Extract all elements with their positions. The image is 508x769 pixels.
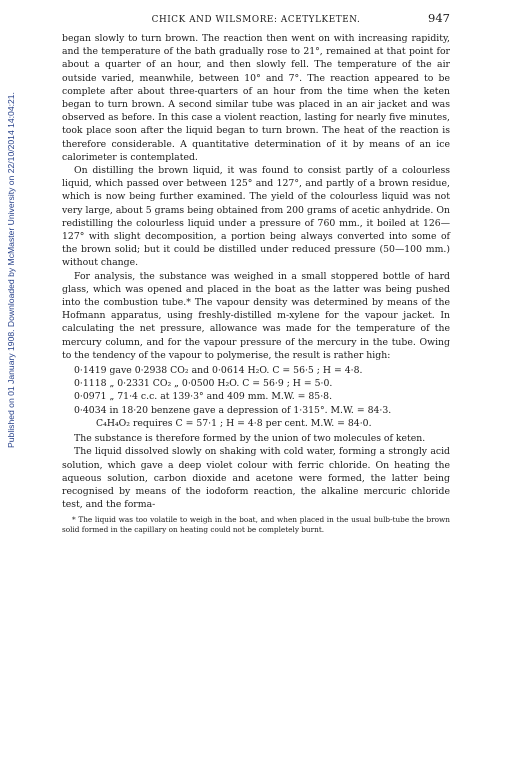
running-title: CHICK AND WILSMORE: ACETYLKETEN. (151, 15, 361, 25)
paragraph-analysis: For analysis, the substance was weighed in a small stoppered bottle of hard glass, which was opened and placed in the boat as the latter was being pushed into the combustion tube.* The vapour density was determined by means of the Hofmann apparatus, using freshly-distilled m-xylene for the vapour jacket. In calculating the net pressure, allowance was made for the temperature of the mercury column, and for the vapour pressure of the mercury in the tube. Owing to the tendency of the vapour to polymerise, the result is rather high: (62, 270, 450, 361)
paragraph-hydrolysis: The liquid dissolved slowly on shaking with cold water, forming a strongly acid solution, which gave a deep violet colour with ferric chloride. On heating the aqueous solution, carbon dioxide and acetone were formed, the latter being recognised by means of the iodoform reaction, the alkaline mercuric chloride test, and the forma- (62, 446, 450, 511)
footnote: * The liquid was too volatile to weigh in the boat, and when placed in the usual bulb-tube the brown solid formed in the capillary on heating could not be completely burnt. (62, 515, 450, 534)
journal-page (62, 11, 450, 534)
calculated-formula: C₄H₄O₂ requires C = 57·1 ; H = 4·8 per cent. M.W. = 84·0. (96, 417, 372, 429)
result-line: 0·1118 „ 0·2331 CO₂ „ 0·0500 H₂O. C = 56·9 ; H = 5·0. (74, 378, 333, 390)
paragraph-distillation: On distilling the brown liquid, it was found to consist partly of a colourless liquid, which passed over between 125° and 127°, and partly of a brown residue, which is now being further examined. The yield of the colourless liquid was not very large, about 5 grams being obtained from 200 grams of acetic anhydride. On redistilling the colourless liquid under a pressure of 760 mm., it boiled at 126—127° with slight decomposition, a portion being always converted into some of the brown solid; but it could be distilled under reduced pressure (50—100 mm.) without change. (62, 165, 450, 269)
running-header (62, 11, 450, 32)
analysis-results (74, 364, 450, 430)
result-line: 0·1419 gave 0·2938 CO₂ and 0·0614 H₂O. C = 56·5 ; H = 4·8. (74, 365, 363, 377)
download-watermark-text: Published on 01 January 1908. Downloaded by McMaster University on 22/10/2014 14:04:21. (6, 92, 17, 448)
result-line: 0·4034 in 18·20 benzene gave a depression of 1·315°. M.W. = 84·3. (74, 404, 392, 416)
paragraph-conclusion: The substance is therefore formed by the union of two molecules of keten. (74, 433, 426, 445)
download-watermark (3, 60, 19, 480)
paragraph-reaction: began slowly to turn brown. The reaction then went on with increasing rapidity, and the temperature of the bath gradually rose to 21°, remained at that point for about a quarter of an hour, and then slowly fell. The temperature of the air outside varied, meanwhile, between 10° and 7°. The reaction appeared to be complete after about three-quarters of an hour from the time when the keten began to turn brown. A second similar tube was placed in an air jacket and was observed as before. In this case a violent reaction, lasting for nearly five minutes, took place soon after the liquid began to turn brown. The heat of the reaction is therefore considerable. A quantitative determination of it by means of an ice calorimeter is contemplated. (62, 33, 450, 163)
page-number: 947 (428, 11, 450, 25)
result-line: 0·0971 „ 71·4 c.c. at 139·3° and 409 mm. M.W. = 85·8. (74, 391, 333, 403)
